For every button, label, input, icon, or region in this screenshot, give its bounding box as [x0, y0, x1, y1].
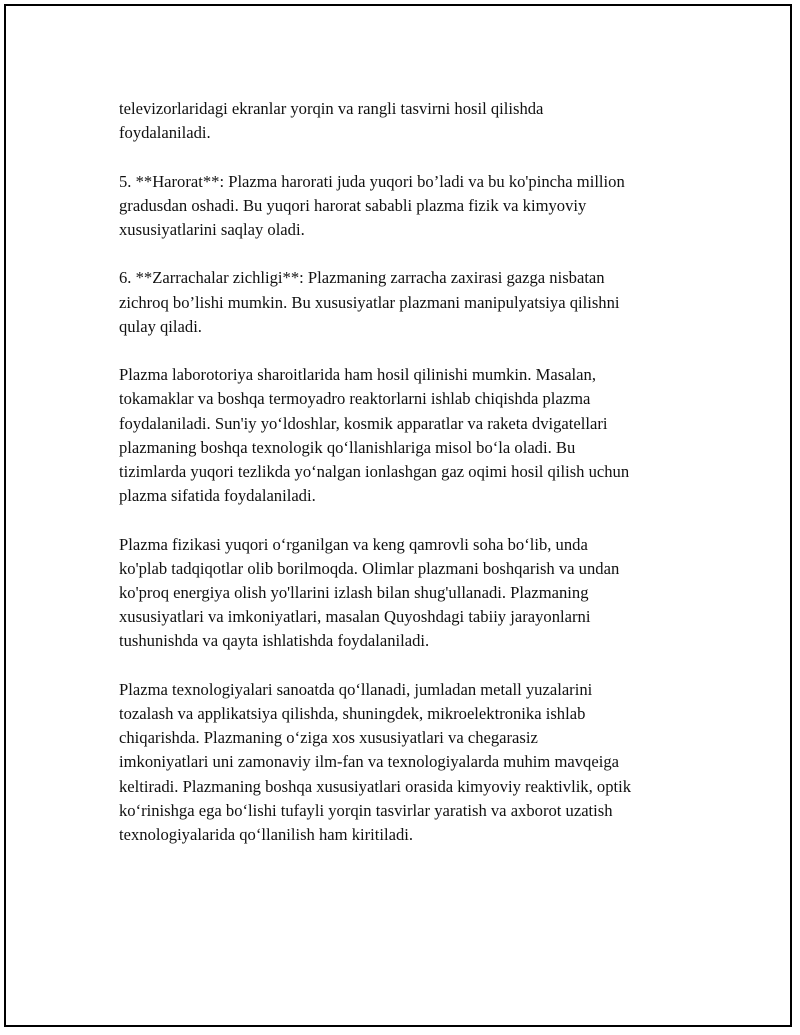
page-frame — [4, 4, 792, 1027]
text-line: ko'proq energiya olish yo'llarini izlash bilan shug'ullanadi. Plazmaning — [119, 583, 589, 602]
text-line: chiqarishda. Plazmaning o‘ziga xos xususiyatlari va chegarasiz — [119, 728, 538, 748]
text-line: tozalash va applikatsiya qilishda, shuningdek, mikroelektronika ishlab — [119, 704, 586, 723]
text-line: tushunishda va qayta ishlatishda foydalaniladi. — [119, 631, 430, 651]
text-line: foydalaniladi. Sun'iy yo‘ldoshlar, kosmik apparatlar va raketa dvigatellari — [119, 413, 608, 433]
paragraph-plazma-texnologiyalari — [119, 678, 699, 847]
text-line: tizimlarda yuqori tezlikda yo‘nalgan ionlashgan gaz oqimi hosil qilish uchun — [119, 462, 630, 481]
text-line: plazmaning boshqa texnologik qo‘llanishlariga misol bo‘la oladi. Bu — [119, 437, 576, 457]
text-line: televizorlaridagi ekranlar yorqin va rangli tasvirni hosil qilishda — [119, 99, 544, 118]
text-line: texnologiyalarida qo‘llanilish ham kiritiladi. — [119, 825, 414, 845]
text-line: Plazma texnologiyalari sanoatda qo‘llanadi, jumladan metall yuzalarini — [119, 679, 593, 699]
text-line: 5. **Harorat**: Plazma harorati juda yuqori bo’ladi va bu ko'pincha million — [119, 171, 625, 191]
paragraph-plazma-fizikasi — [119, 533, 699, 654]
text-line: 6. **Zarrachalar zichligi**: Plazmaning zarracha zaxirasi gazga nisbatan — [119, 268, 605, 288]
text-line: Plazma fizikasi yuqori o‘rganilgan va keng qamrovli soha bo‘lib, unda — [119, 534, 588, 554]
paragraph-zarrachalar-zichligi — [119, 266, 699, 339]
text-line: xususiyatlarini saqlay oladi. — [119, 220, 305, 239]
text-line: qulay qiladi. — [119, 316, 202, 336]
text-line: imkoniyatlari uni zamonaviy ilm-fan va texnologiyalarda muhim mavqeiga — [119, 752, 619, 772]
text-line: keltiradi. Plazmaning boshqa xususiyatlari orasida kimyoviy reaktivlik, optik — [119, 776, 632, 796]
text-line: Plazma laborotoriya sharoitlarida ham hosil qilinishi mumkin. Masalan, — [119, 365, 596, 385]
paragraph-harorat — [119, 170, 699, 243]
text-line: plazma sifatida foydalaniladi. — [119, 486, 316, 506]
text-line: ko‘rinishga ega bo‘lishi tufayli yorqin tasvirlar yaratish va axborot uzatish — [119, 800, 613, 820]
paragraph-laboratoriya — [119, 363, 699, 508]
text-line: ko'plab tadqiqotlar olib borilmoqda. Olimlar plazmani boshqarish va undan — [119, 558, 620, 578]
text-line: foydalaniladi. — [119, 123, 211, 143]
text-line: gradusdan oshadi. Bu yuqori harorat sababli plazma fizik va kimyoviy — [119, 195, 587, 215]
text-line: zichroq bo’lishi mumkin. Bu xususiyatlar plazmani manipulyatsiya qilishni — [119, 292, 620, 312]
text-line: tokamaklar va boshqa termoyadro reaktorlarni ishlab chiqishda plazma — [119, 389, 591, 409]
document-body — [119, 97, 699, 871]
paragraph-continuation — [119, 97, 699, 145]
text-line: xususiyatlari va imkoniyatlari, masalan Quyoshdagi tabiiy jarayonlarni — [119, 607, 591, 627]
